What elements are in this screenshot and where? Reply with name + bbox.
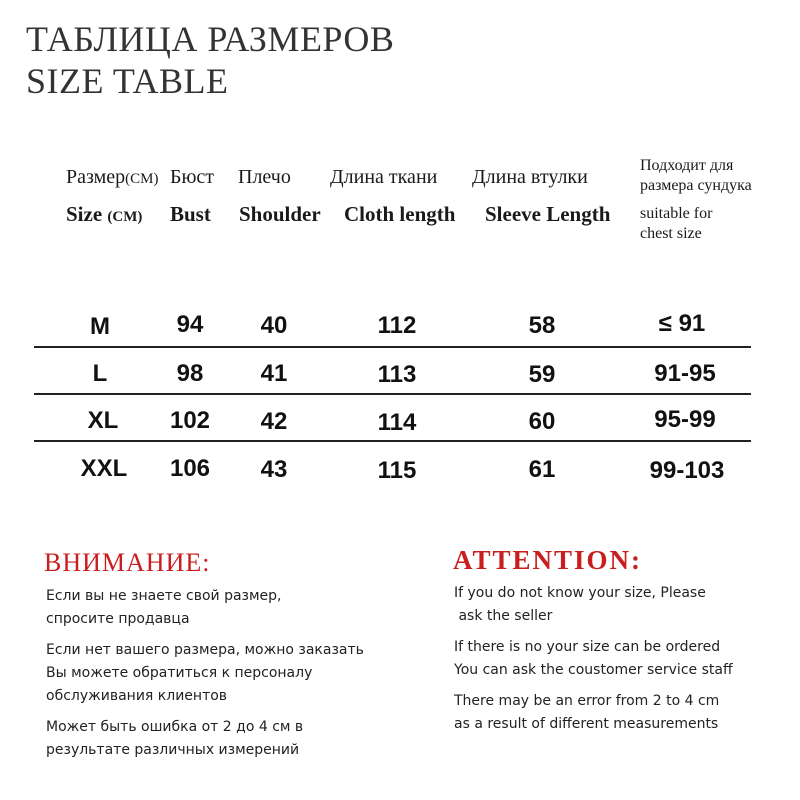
cell-cloth: 114 [377, 409, 417, 436]
header-sleeve-ru: Длина втулки [472, 166, 588, 188]
cell-shoulder: 42 [260, 408, 288, 435]
cell-chest: 99-103 [649, 457, 725, 484]
cell-sleeve: 59 [528, 361, 556, 388]
attention-ru-line: Вы можете обратиться к персоналу [46, 665, 313, 681]
attention-ru-line: Если нет вашего размера, можно заказать [46, 642, 364, 658]
header-chest-en-line2: chest size [640, 225, 702, 242]
row-divider [34, 346, 751, 348]
cell-chest: 95-99 [654, 406, 716, 433]
cell-chest: 91-95 [654, 360, 716, 387]
attention-en-heading: ATTENTION: [453, 545, 643, 575]
cell-shoulder: 43 [260, 456, 288, 483]
header-chest-ru-line2: размера сундука [640, 177, 752, 194]
cell-bust: 106 [169, 455, 211, 482]
row-divider [34, 440, 751, 442]
header-size-ru-unit: (CM) [125, 171, 159, 187]
attention-en-notes [454, 582, 733, 736]
header-size-en [66, 202, 142, 227]
header-size-ru [66, 166, 159, 189]
title-en: SIZE TABLE [26, 61, 229, 101]
header-chest-en-line1: suitable for [640, 205, 713, 222]
attention-en-line: There may be an error from 2 to 4 cm [454, 693, 720, 709]
cell-shoulder: 41 [260, 360, 288, 387]
cell-cloth: 112 [377, 312, 417, 339]
cell-size: L [92, 360, 108, 387]
cell-size: M [90, 313, 110, 340]
header-chest-ru-line1: Подходит для [640, 157, 734, 174]
cell-sleeve: 61 [528, 456, 556, 483]
attention-ru-line: спросите продавца [46, 611, 190, 627]
header-cloth-en: Cloth length [344, 202, 456, 226]
header-bust-en: Bust [170, 202, 211, 226]
header-size-ru-label: Размер [66, 166, 126, 188]
attention-ru-line: результате различных измерений [46, 742, 300, 758]
attention-en-line: ask the seller [454, 608, 553, 624]
cell-size: XL [87, 407, 119, 434]
cell-cloth: 115 [377, 457, 417, 484]
cell-bust: 94 [176, 311, 204, 338]
header-size-en-label: Size [66, 202, 103, 226]
attention-en-line: If there is no your size can be ordered [454, 639, 721, 655]
cell-chest: ≤ 91 [658, 310, 706, 337]
attention-ru-notes [46, 585, 364, 762]
header-sleeve-en: Sleeve Length [485, 202, 611, 226]
attention-ru-line: Если вы не знаете свой размер, [46, 588, 282, 604]
header-chest-en [640, 204, 712, 244]
cell-bust: 98 [176, 360, 204, 387]
header-chest-ru [640, 156, 752, 196]
attention-ru-line: Может быть ошибка от 2 до 4 см в [46, 719, 304, 735]
attention-en-line: You can ask the coustomer service staff [454, 662, 733, 678]
attention-ru-heading: ВНИМАНИЕ: [44, 548, 211, 577]
cell-sleeve: 58 [528, 312, 556, 339]
cell-sleeve: 60 [528, 408, 556, 435]
cell-shoulder: 40 [260, 312, 288, 339]
cell-size: XXL [80, 455, 128, 482]
title-ru: ТАБЛИЦА РАЗМЕРОВ [26, 19, 395, 59]
header-shoulder-ru: Плечо [238, 166, 291, 188]
header-size-en-unit: (CM) [107, 209, 143, 225]
attention-ru-line: обслуживания клиентов [46, 688, 228, 704]
header-shoulder-en: Shoulder [239, 202, 321, 226]
cell-cloth: 113 [377, 361, 417, 388]
attention-en-line: as a result of different measurements [454, 716, 719, 732]
header-cloth-ru: Длина ткани [330, 166, 438, 188]
header-bust-ru: Бюст [170, 166, 215, 188]
row-divider [34, 393, 751, 395]
attention-en-line: If you do not know your size, Please [454, 585, 706, 601]
cell-bust: 102 [169, 407, 211, 434]
